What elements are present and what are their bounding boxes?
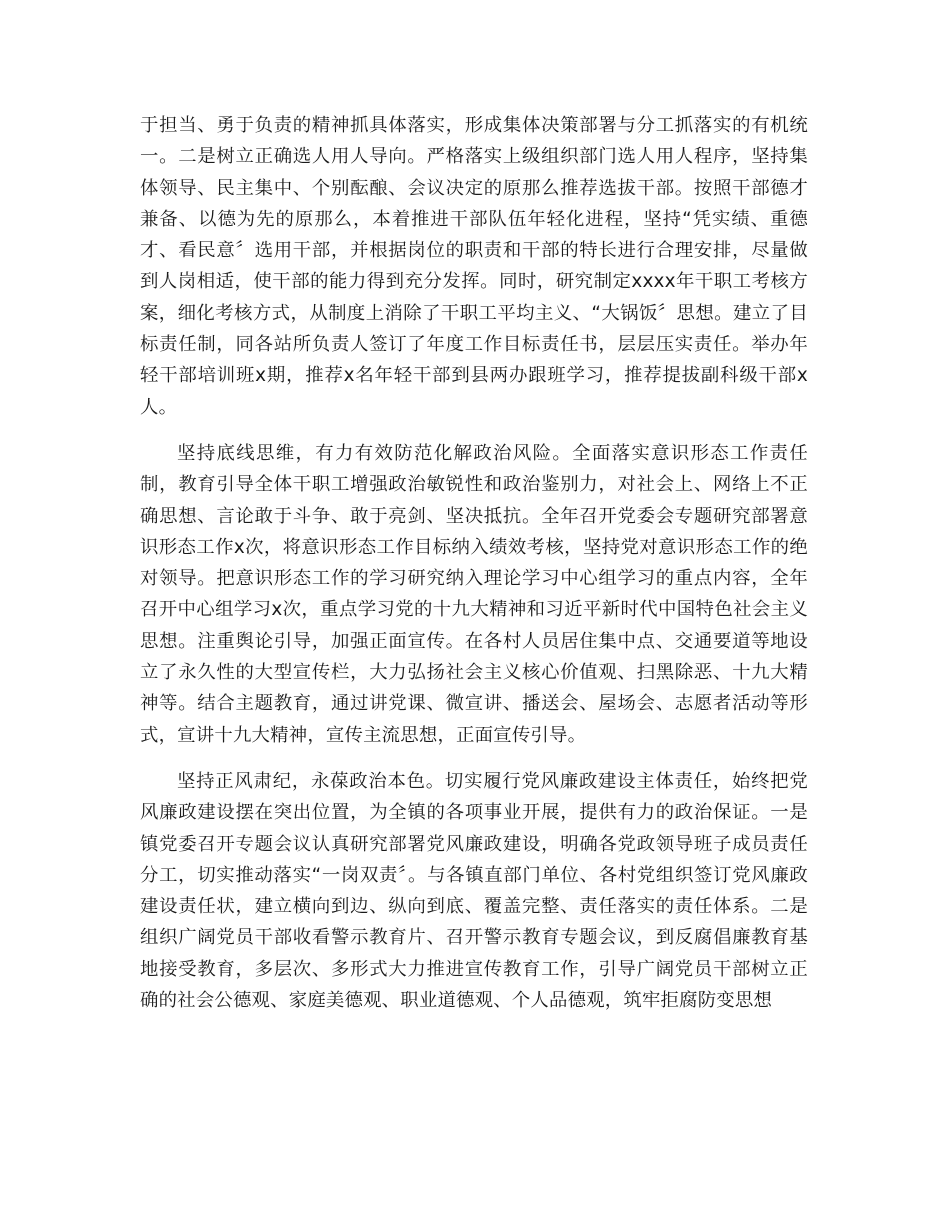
paragraph-1: 于担当、勇于负责的精神抓具体落实，形成集体决策部署与分工抓落实的有机统一。二是树立正确选人用人导向。严格落实上级组织部门选人用人程序，坚持集体领导、民主集中、个别酝酿、会议决定的原那么推荐选拔干部。按照干部德才兼备、以德为先的原那么，本着推进干部队伍年轻化进程，坚持“凭实绩、重德才、看民意〞选用干部，并根据岗位的职责和干部的特长进行合理安排，尽量做到人岗相适，使干部的能力得到充分发挥。同时，研究制定xxxx年干职工考核方案，细化考核方式，从制度上消除了干职工平均主义、“大锅饭〞思想。建立了目标责任制，同各站所负责人签订了年度工作目标责任书，层层压实责任。举办年轻干部培训班x期，推荐x名年轻干部到县两办跟班学习，推荐提拔副科级干部x人。: [140, 115, 808, 418]
document-body: [140, 110, 808, 1031]
paragraph-3: 坚持正风肃纪，永葆政治本色。切实履行党风廉政建设主体责任，始终把党风廉政建设摆在突出位置，为全镇的各项事业开展，提供有力的政治保证。一是镇党委召开专题会议认真研究部署党风廉政建设，明确各党政领导班子成员责任分工，切实推动落实“一岗双责〞。与各镇直部门单位、各村党组织签订党风廉政建设责任状，建立横向到边、纵向到底、覆盖完整、责任落实的责任体系。二是组织广阔党员干部收看警示教育片、召开警示教育专题会议，到反腐倡廉教育基地接受教育，多层次、多形式大力推进宣传教育工作，引导广阔党员干部树立正确的社会公德观、家庭美德观、职业道德观、个人品德观，筑牢拒腐防变思想: [140, 770, 808, 1012]
paragraph-2: 坚持底线思维，有力有效防范化解政治风险。全面落实意识形态工作责任制，教育引导全体干职工增强政治敏锐性和政治鉴别力，对社会上、网络上不正确思想、言论敢于斗争、敢于亮剑、坚决抵抗。全年召开党委会专题研究部署意识形态工作x次，将意识形态工作目标纳入绩效考核，坚持党对意识形态工作的绝对领导。把意识形态工作的学习研究纳入理论学习中心组学习的重点内容，全年召开中心组学习x次，重点学习党的十九大精神和习近平新时代中国特色社会主义思想。注重舆论引导，加强正面宣传。在各村人员居住集中点、交通要道等地设立了永久性的大型宣传栏，大力弘扬社会主义核心价值观、扫黑除恶、十九大精神等。结合主题教育，通过讲党课、微宣讲、播送会、屋场会、志愿者活动等形式，宣讲十九大精神，宣传主流思想，正面宣传引导。: [140, 442, 808, 746]
